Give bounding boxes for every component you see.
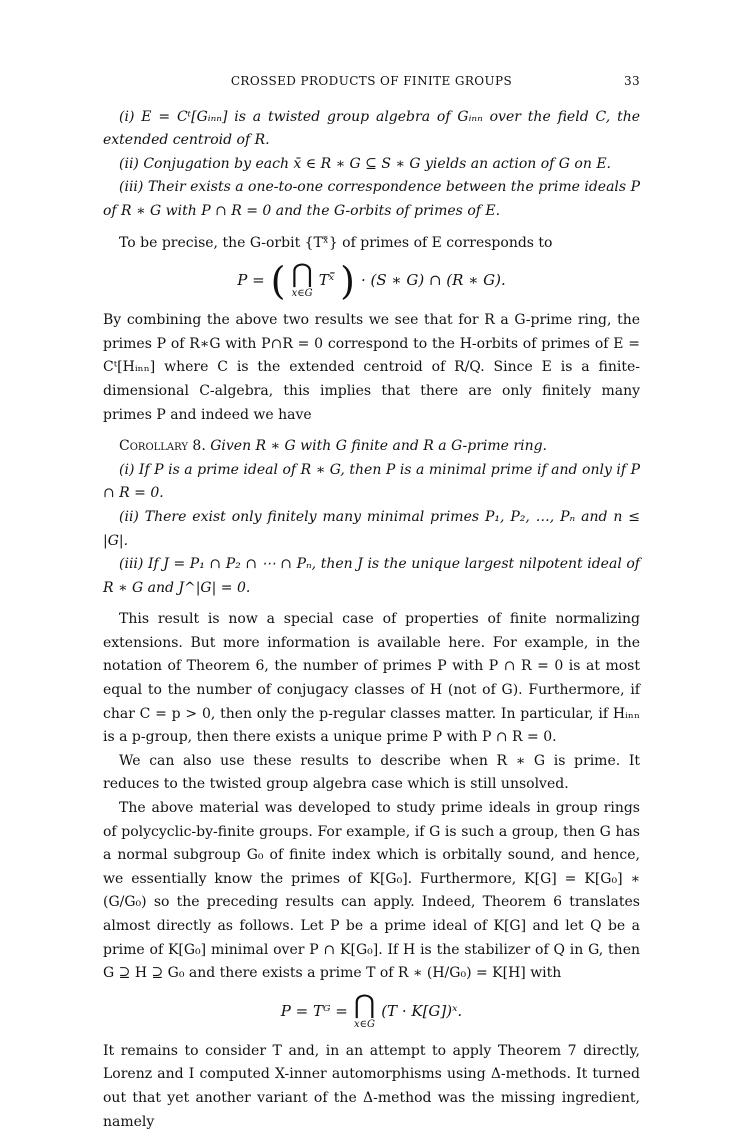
formula2-lhs: P = Tᴳ = [280,1001,348,1020]
left-paren: ( [270,259,286,304]
formula1-index: x∈G [291,288,313,300]
corollary-statement: Given R ∗ G with G finite and R a G-prime ring. [210,438,548,455]
paragraph-polycyclic: The above material was developed to study prime ideals in group rings of polycyclic-by-finite groups. For example, if G is such a group, then G has a normal subgroup G₀ of finite index which is orbitally sound, and hence, we essentially know the primes of K[G₀]. Furthermore, K[G] = K[G₀] ∗ (G/G₀) so the preceding results can apply. Indeed, Theorem 6 translates almost directly as follows. Let P be a prime ideal of K[G] and let Q be a prime of K[G₀] minimal over P ∩ K[G₀]. If H is the stabilizer of Q in G, then G ⊇ H ⊇ G₀ and there exists a prime T of R ∗ (H/G₀) = K[H] with [103,800,640,982]
running-head [103,70,640,94]
corollary-item-3: (iii) If J = P₁ ∩ P₂ ∩ ⋯ ∩ Pₙ, then J is the unique largest nilpotent ideal of R ∗ G and J^|G| = 0. [103,556,640,596]
theorem-item-2: (ii) Conjugation by each x̄ ∈ R ∗ G ⊆ S ∗ G yields an action of G on E. [119,155,611,172]
closing-paragraph: It remains to consider T and, in an attempt to apply Theorem 7 directly, Lorenz and I computed X-inner automorphisms using Δ-methods. It turned out that yet another variant of the Δ-method was the missing ingredient, namely [103,1042,640,1130]
formula1-rhs: · (S ∗ G) ∩ (R ∗ G). [360,271,506,290]
intersection-operator-2 [353,989,376,1032]
page-body [103,70,640,1134]
formula2-index: x∈G [354,1018,376,1030]
paragraph-normalizing: This result is now a special case of properties of finite normalizing extensions. But more information is available here. For example, in the notation of Theorem 6, the number of primes P with P ∩ R = 0 is at most equal to the number of conjugacy classes of H (not of G). Furthermore, if char C = p > 0, then only the p-regular classes matter. In particular, if Hᵢₙₙ is a p-group, then there exists a unique prime P with P ∩ R = 0. [103,611,640,746]
formula1-cap: ⋂ [291,259,313,290]
formula1-term: Tˣ̄ [318,271,335,290]
formula-orbit-correspondence [103,255,640,309]
corollary-item-1: (i) If P is a prime ideal of R ∗ G, then P is a minimal prime if and only if P ∩ R = 0. [103,461,640,502]
intersection-operator [291,261,312,301]
formula-prime-intersection [103,986,640,1040]
corollary-heading: Corollary 8. Given R ∗ G with G finite and R a G-prime ring. [119,438,548,455]
formula1-lhs: P = [237,271,265,290]
formula2-term: (T · K[G])ˣ. [381,1001,463,1020]
formula2-cap: ⋂ [353,989,376,1020]
page-number: 33 [623,74,641,88]
right-paren: ) [340,259,355,304]
corollary-item-2: (ii) There exist only finitely many minimal primes P₁, P₂, …, Pₙ and n ≤ |G|. [103,508,640,549]
corollary-label: Corollary 8 [119,438,202,455]
running-title: CROSSED PRODUCTS OF FINITE GROUPS [230,74,513,88]
theorem-item-3: (iii) Their exists a one-to-one correspondence between the prime ideals P of R ∗ G with P ∩ R = 0 and the G-orbits of primes of E. [103,179,640,219]
paragraph-prime: We can also use these results to describe when R ∗ G is prime. It reduces to the twisted group algebra case which is still unsolved. [103,752,640,793]
theorem-item-1: (i) E = Cᵗ[Gᵢₙₙ] is a twisted group algebra of Gᵢₙₙ over the field C, the extended centroid of R. [103,108,640,149]
precise-intro: To be precise, the G-orbit {Tˣ̄} of primes of E corresponds to [119,234,553,251]
combining-paragraph: By combining the above two results we see that for R a G-prime ring, the primes P of R∗G with P∩R = 0 correspond to the H-orbits of primes of E = Cᵗ[Hᵢₙₙ] where C is the extended centroid of R/Q. Since E is a finite-dimensional C-algebra, this implies that there are only finitely many primes P and indeed we have [103,312,640,423]
